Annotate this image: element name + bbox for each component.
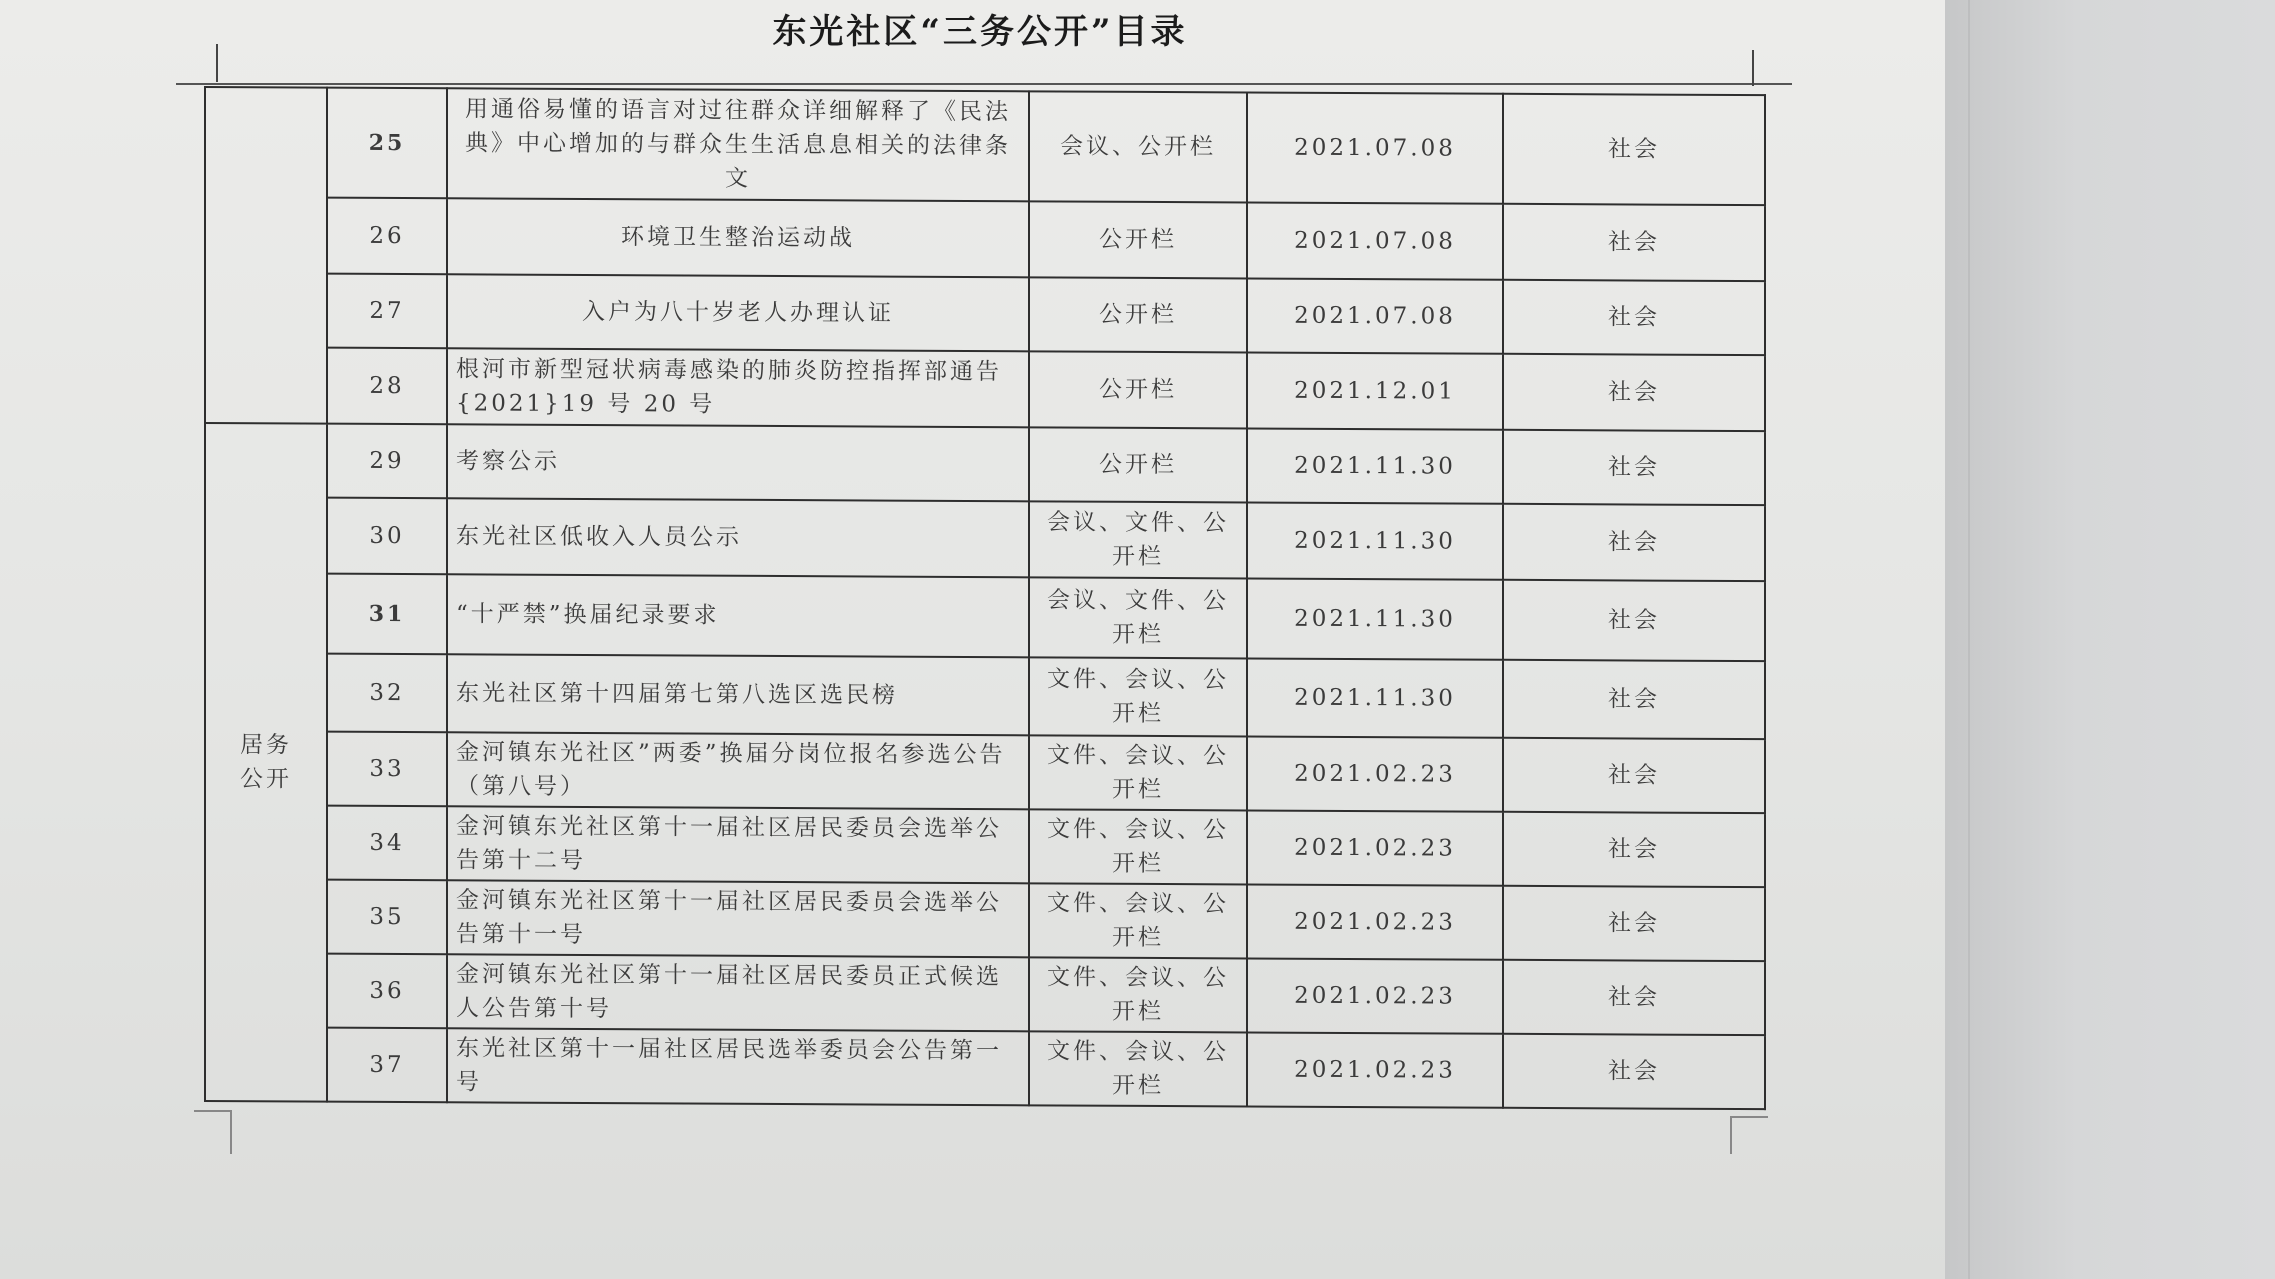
row-scope: 社会 [1503,812,1765,887]
row-form: 公开栏 [1029,351,1247,428]
table-row [205,423,1765,505]
table-row [205,953,1765,1035]
crop-mark-bottom-left [194,1110,232,1154]
table-row [205,497,1765,581]
row-form: 文件、会议、公开栏 [1029,735,1247,810]
row-form: 文件、会议、公开栏 [1029,957,1247,1032]
row-number: 33 [327,732,447,807]
row-number: 34 [327,806,447,881]
row-form: 公开栏 [1029,277,1247,352]
row-scope: 社会 [1503,504,1765,581]
row-number: 31 [327,574,447,655]
row-date: 2021.02.23 [1247,1032,1503,1107]
row-content: 东光社区低收入人员公示 [447,498,1029,577]
row-date: 2021.02.23 [1247,736,1503,811]
row-form: 公开栏 [1029,427,1247,502]
row-number: 28 [327,348,447,425]
row-scope: 社会 [1503,886,1765,961]
row-content: 金河镇东光社区”两委”换届分岗位报名参选公告（第八号） [447,732,1029,809]
row-scope: 社会 [1503,960,1765,1035]
row-form: 文件、会议、公开栏 [1029,809,1247,884]
row-content: 根河市新型冠状病毒感染的肺炎防控指挥部通告{2021}19 号 20 号 [447,348,1029,427]
row-scope: 社会 [1503,204,1765,281]
row-scope: 社会 [1503,94,1765,205]
row-date: 2021.07.08 [1247,278,1503,353]
table-row [205,197,1765,281]
row-form: 会议、文件、公开栏 [1029,501,1247,578]
row-content: 环境卫生整治运动战 [447,198,1029,277]
row-number: 30 [327,498,447,575]
table-row [205,805,1765,887]
row-date: 2021.07.08 [1247,202,1503,279]
table-row [205,879,1765,961]
row-scope: 社会 [1503,580,1765,661]
row-number: 35 [327,880,447,955]
row-form: 文件、会议、公开栏 [1029,883,1247,958]
row-date: 2021.11.30 [1247,578,1503,659]
row-date: 2021.11.30 [1247,428,1503,503]
paper-edge-shadow [1968,0,1970,1279]
row-scope: 社会 [1503,430,1765,505]
category-cell-blank [205,87,327,424]
row-scope: 社会 [1503,660,1765,739]
row-content: 入户为八十岁老人办理认证 [447,274,1029,351]
table-row [205,347,1765,431]
margin-mark-top-left [216,44,218,82]
table-row [205,731,1765,813]
table-row [205,87,1765,205]
document-title: 东光社区“三务公开”目录 [772,12,1188,52]
header-rule [176,83,1792,85]
margin-mark-top-right [1752,50,1754,86]
row-number: 37 [327,1028,447,1103]
category-cell [205,423,327,1102]
table-row [205,1027,1765,1109]
crop-mark-bottom-right [1730,1116,1768,1154]
row-content: “十严禁”换届纪录要求 [447,574,1029,657]
row-scope: 社会 [1503,354,1765,431]
row-date: 2021.07.08 [1247,92,1503,203]
row-scope: 社会 [1503,1034,1765,1109]
row-scope: 社会 [1503,738,1765,813]
row-form: 会议、公开栏 [1029,91,1247,202]
background-right [1945,0,2275,1279]
row-content: 金河镇东光社区第十一届社区居民委员会选举公告第十二号 [447,806,1029,883]
row-number: 36 [327,954,447,1029]
row-number: 27 [327,274,447,349]
row-content: 东光社区第十一届社区居民选举委员会公告第一号 [447,1028,1029,1105]
row-date: 2021.02.23 [1247,958,1503,1033]
row-date: 2021.11.30 [1247,658,1503,737]
row-content: 用通俗易懂的语言对过往群众详细解释了《民法典》中心增加的与群众生生活息息相关的法律条文 [447,88,1029,201]
table-row [205,273,1765,355]
row-number: 26 [327,198,447,275]
row-content: 考察公示 [447,424,1029,501]
row-form: 文件、会议、公开栏 [1029,1031,1247,1106]
row-number: 29 [327,424,447,499]
row-content: 金河镇东光社区第十一届社区居民委员会选举公告第十一号 [447,880,1029,957]
row-form: 公开栏 [1029,201,1247,278]
row-number: 25 [327,88,447,199]
row-form: 文件、会议、公开栏 [1029,657,1247,736]
row-date: 2021.02.23 [1247,810,1503,885]
row-content: 金河镇东光社区第十一届社区居民委员正式候选人公告第十号 [447,954,1029,1031]
row-number: 32 [327,654,447,733]
row-date: 2021.11.30 [1247,502,1503,579]
row-date: 2021.12.01 [1247,352,1503,429]
table-row [205,573,1765,661]
row-content: 东光社区第十四届第七第八选区选民榜 [447,654,1029,735]
category-label: 居务 公开 [240,732,292,793]
disclosure-table [204,86,1764,1100]
row-form: 会议、文件、公开栏 [1029,577,1247,658]
row-scope: 社会 [1503,280,1765,355]
table-row [205,653,1765,739]
row-date: 2021.02.23 [1247,884,1503,959]
